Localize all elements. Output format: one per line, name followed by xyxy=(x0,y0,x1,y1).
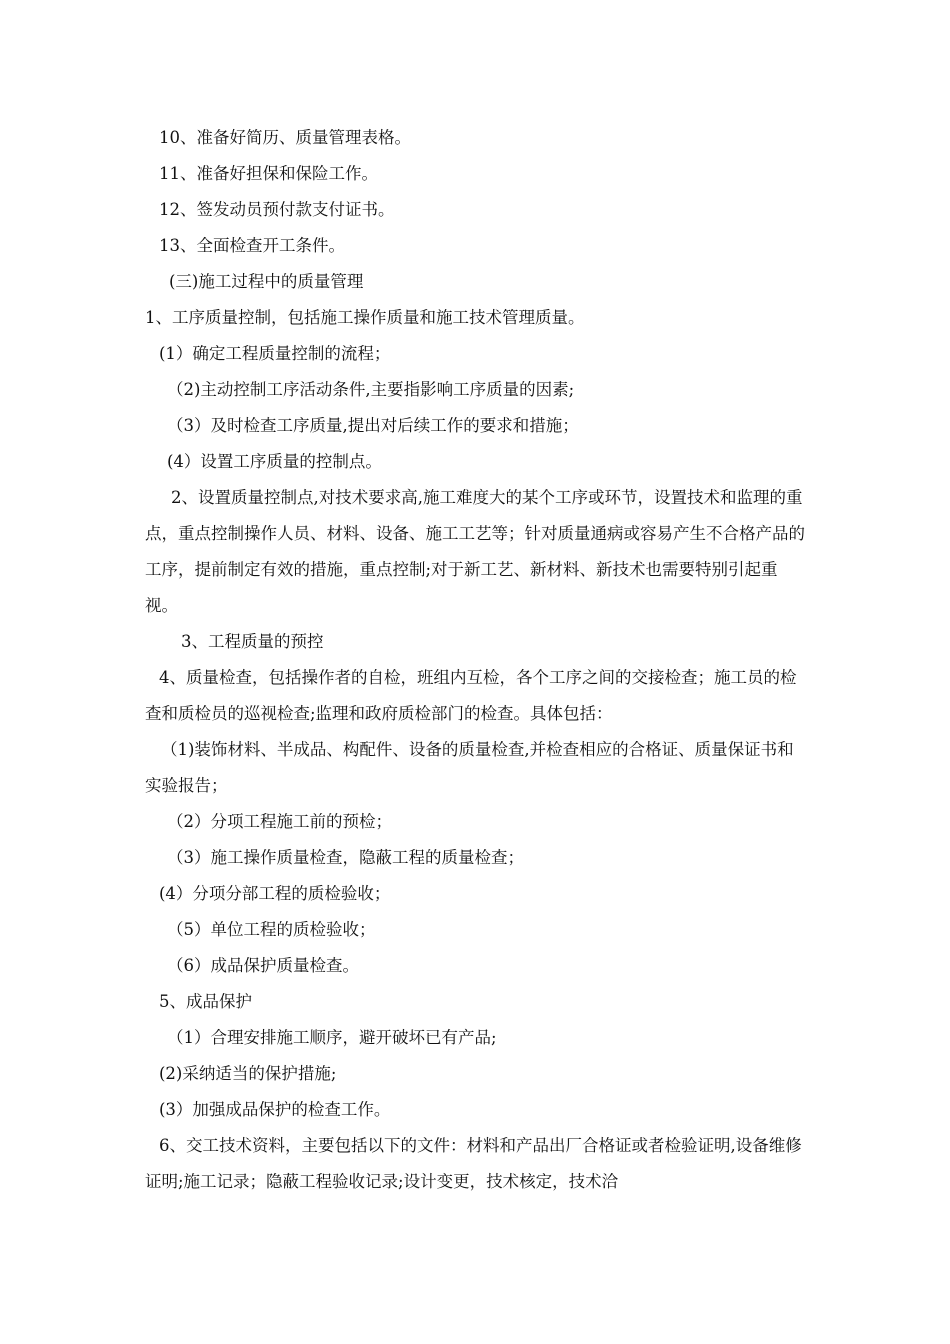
paragraph-item-13: 13、全面检查开工条件。 xyxy=(159,236,345,255)
paragraph-protection-3: (3）加强成品保护的检查工作。 xyxy=(159,1100,391,1119)
paragraph-inspection-6: （6）成品保护质量检查。 xyxy=(167,956,359,975)
paragraph-product-protection: 5、成品保护 xyxy=(159,992,252,1011)
paragraph-sub-1: (1）确定工程质量控制的流程； xyxy=(159,344,391,363)
paragraph-item-10: 10、准备好简历、质量管理表格。 xyxy=(159,128,411,147)
paragraph-item-12: 12、签发动员预付款支付证书。 xyxy=(159,200,395,219)
paragraph-quality-inspection: 4、质量检查，包括操作者的自检，班组内互检，各个工序之间的交接检查；施工员的检查和质检员的巡视检查;监理和政府质检部门的检查。具体包括： xyxy=(145,668,797,723)
paragraph-handover-docs: 6、交工技术资料，主要包括以下的文件：材料和产品出厂合格证或者检验证明,设备维修证明;施工记录；隐蔽工程验收记录;设计变更，技术核定，技术洽 xyxy=(145,1136,802,1191)
paragraph-protection-2: (2)采纳适当的保护措施; xyxy=(159,1064,337,1083)
paragraph-inspection-3: （3）施工操作质量检查，隐蔽工程的质量检查； xyxy=(167,848,524,867)
document-body xyxy=(145,120,810,1200)
paragraph-sub-3: （3）及时检查工序质量,提出对后续工作的要求和措施； xyxy=(167,416,579,435)
paragraph-sub-2: （2)主动控制工序活动条件,主要指影响工序质量的因素; xyxy=(167,380,575,399)
paragraph-control-points: 2、设置质量控制点,对技术要求高,施工难度大的某个工序或环节，设置技术和监理的重点，重点控制操作人员、材料、设备、施工工艺等；针对质量通病或容易产生不合格产品的工序，提前制定有效的措施，重点控制;对于新工艺、新材料、新技术也需要特别引起重视。 xyxy=(145,488,805,615)
paragraph-inspection-4: (4）分项分部工程的质检验收； xyxy=(159,884,391,903)
paragraph-sub-4: (4）设置工序质量的控制点。 xyxy=(167,452,382,471)
paragraph-process-control: 1、工序质量控制，包括施工操作质量和施工技术管理质量。 xyxy=(145,308,585,327)
paragraph-inspection-2: （2）分项工程施工前的预检； xyxy=(167,812,392,831)
paragraph-quality-precontrol: 3、工程质量的预控 xyxy=(181,632,324,651)
paragraph-protection-1: （1）合理安排施工顺序，避开破坏已有产品; xyxy=(167,1028,497,1047)
paragraph-inspection-5: （5）单位工程的质检验收； xyxy=(167,920,376,939)
section-heading-3: (三)施工过程中的质量管理 xyxy=(169,272,364,291)
paragraph-inspection-1: （1)装饰材料、半成品、构配件、设备的质量检查,并检查相应的合格证、质量保证书和实验报告； xyxy=(145,740,794,795)
paragraph-item-11: 11、准备好担保和保险工作。 xyxy=(159,164,378,183)
